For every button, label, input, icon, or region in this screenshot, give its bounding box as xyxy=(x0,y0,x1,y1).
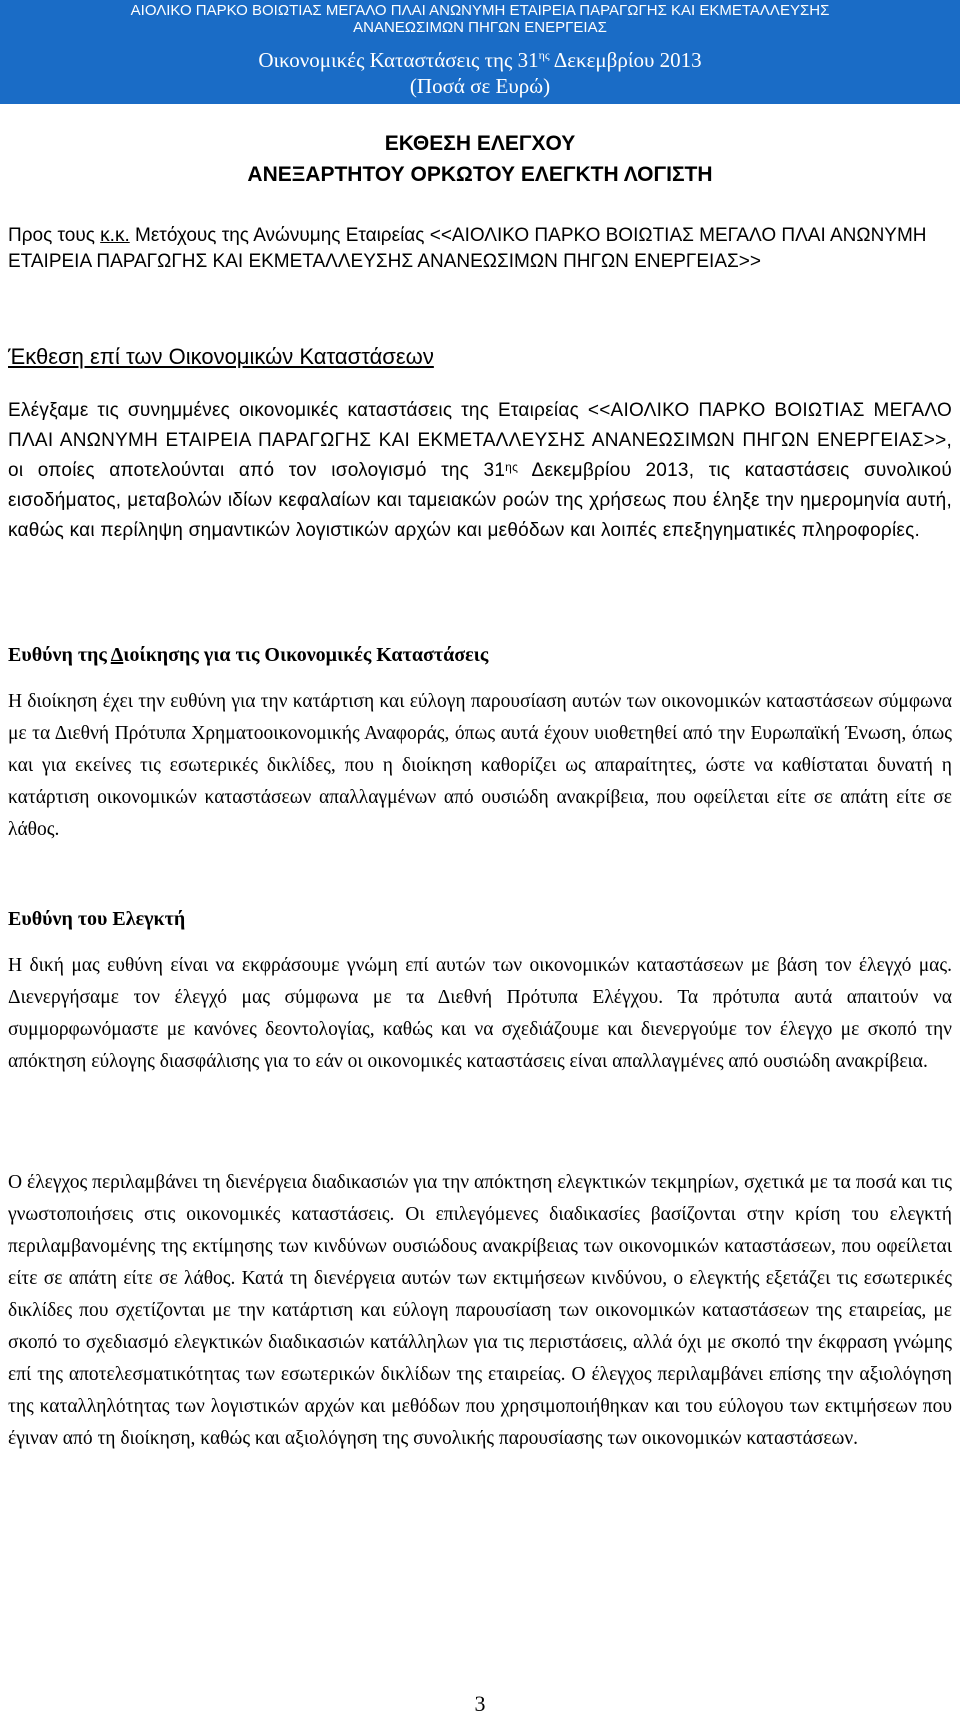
report-title-line-1: ΕΚΘΕΣΗ ΕΛΕΓΧΟΥ xyxy=(384,132,576,155)
auditor-responsibility-paragraph-1: Η δική μας ευθύνη είναι να εκφράσουμε γνώμη επί αυτών των οικονομικών καταστάσεων με βάση τον έλεγχό μας. Διενεργήσαμε τον έλεγχό μας σύμφωνα με τα Διεθνή Πρότυπα Ελέγχου. Τα πρότυπα αυτά απαιτούν να συμμορφωνόμαστε με κανόνες δεοντολογίας, καθώς και να σχεδιάζουμε και διενεργούμε τον έλεγχο με σκοπό την απόκτηση εύλογης διασφάλισης για το εάν οι οικονομικές καταστάσεις είναι απαλλαγμένες από ουσιώδη ανακρίβεια. xyxy=(8,955,952,1072)
header-company-line-2: ΑΝΑΝΕΩΣΙΜΩΝ ΠΗΓΩΝ ΕΝΕΡΓΕΙΑΣ xyxy=(353,19,607,36)
report-title xyxy=(0,128,960,190)
auditor-responsibility-paragraph-2: Ο έλεγχος περιλαμβάνει τη διενέργεια διαδικασιών για την απόκτηση ελεγκτικών τεκμηρίων, σχετικά με τα ποσά και τις γνωστοποιήσεις στις οικονομικές καταστάσεις. Οι επιλεγόμενες διαδικασίες βασίζονται στην κρίση του ελεγκτή περιλαμβανομένης της εκτίμησης των κινδύνων ουσιώδους ανακρίβειας των οικονομικών καταστάσεων, που οφείλεται είτε σε απάτη είτε σε λάθος. Κατά τη διενέργεια αυτών των εκτιμήσεων κινδύνου, ο ελεγκτής εξετάζει τις εσωτερικές δικλίδες που σχετίζονται με την κατάρτιση και εύλογη παρουσίαση των οικονομικών καταστάσεων της εταιρείας, με σκοπό το σχεδιασμό ελεγκτικών διαδικασιών κατάλληλων για τις περιστάσεις, αλλά όχι με σκοπό την έκφραση γνώμης επί της αποτελεσματικότητας των εσωτερικών δικλίδων της εταιρείας. Ο έλεγχος περιλαμβάνει επίσης την αξιολόγηση της καταλληλότητας των λογιστικών αρχών και μεθόδων που χρησιμοποιήθηκαν και του εύλογου των εκτιμήσεων που έγιναν από τη διοίκηση, καθώς και αξιολόγηση της συνολικής παρουσίασης των οικονομικών καταστάσεων. xyxy=(8,1172,952,1449)
management-responsibility-heading: Ευθύνη της Διοίκησης για τις Οικονομικές Καταστάσεις xyxy=(8,644,489,666)
header-statements-title: Οικονομικές Καταστάσεις της $31^{\eta\varsigma}$ Δεκεμβρίου 2013 xyxy=(258,48,702,72)
page-number: 3 xyxy=(474,1691,486,1716)
auditor-responsibility-heading: Ευθύνη του Ελεγκτή xyxy=(8,908,186,930)
report-title-line-2: ΑΝΕΞΑΡΤΗΤΟΥ ΟΡΚΩΤΟΥ ΕΛΕΓΚΤΗ ΛΟΓΙΣΤΗ xyxy=(247,163,713,186)
header-currency-note: (Ποσά σε Ευρώ) xyxy=(409,74,551,98)
opinion-paragraph: Ελέγξαμε τις συνημμένες οικονομικές καταστάσεις της Εταιρείας <<ΑΙΟΛΙΚΟ ΠΑΡΚΟ ΒΟΙΩΤΙΑΣ ΜΕΓΑΛΟ ΠΛΑΙ ΑΝΩΝΥΜΗ ΕΤΑΙΡΕΙΑ ΠΑΡΑΓΩΓΗΣ ΚΑΙ ΕΚΜΕΤΑΛΛΕΥΣΗΣ ΑΝΑΝΕΩΣΙΜΩΝ ΠΗΓΩΝ ΕΝΕΡΓΕΙΑΣ>>, οι οποίες αποτελούνται από τον ισολογισμό της $31^{\eta\varsigma}$ Δεκεμβρίου 2013, τις καταστάσεις συνολικού εισοδήματος, μεταβολών ιδίων κεφαλαίων και ταμειακών ροών της χρήσεως που έληξε την ημερομηνία αυτή, καθώς και περίληψη σημαντικών λογιστικών αρχών και μεθόδων και λοιπές επεξηγηματικές πληροφορίες. xyxy=(8,400,952,541)
section-title: Έκθεση επί των Οικονομικών Καταστάσεων xyxy=(8,344,434,369)
addressee-paragraph: Προς τους κ.κ. Μετόχους της Ανώνυμης Εταιρείας <<ΑΙΟΛΙΚΟ ΠΑΡΚΟ ΒΟΙΩΤΙΑΣ ΜΕΓΑΛΟ ΠΛΑΙ ΑΝΩΝΥΜΗ ΕΤΑΙΡΕΙΑ ΠΑΡΑΓΩΓΗΣ ΚΑΙ ΕΚΜΕΤΑΛΛΕΥΣΗΣ ΑΝΑΝΕΩΣΙΜΩΝ ΠΗΓΩΝ ΕΝΕΡΓΕΙΑΣ>> xyxy=(8,225,927,272)
header-company-line-1: ΑΙΟΛΙΚΟ ΠΑΡΚΟ ΒΟΙΩΤΙΑΣ ΜΕΓΑΛΟ ΠΛΑΙ ΑΝΩΝΥΜΗ ΕΤΑΙΡΕΙΑ ΠΑΡΑΓΩΓΗΣ ΚΑΙ ΕΚΜΕΤΑΛΛΕΥΣΗΣ xyxy=(130,2,830,19)
page-header-banner xyxy=(0,0,960,104)
management-responsibility-paragraph: Η διοίκηση έχει την ευθύνη για την κατάρτιση και εύλογη παρουσίαση αυτών των οικονομικών καταστάσεων σύμφωνα με τα Διεθνή Πρότυπα Χρηματοοικονομικής Αναφοράς, όπως αυτά έχουν υιοθετηθεί από την Ευρωπαϊκή Ένωση, όπως και για εκείνες τις εσωτερικές δικλίδες, που η διοίκηση καθορίζει ως απαραίτητες, ώστε να καθίσταται δυνατή η κατάρτιση οικονομικών καταστάσεων απαλλαγμένων από ουσιώδη ανακρίβεια, που οφείλεται είτε σε απάτη είτε σε λάθος. xyxy=(8,691,952,840)
